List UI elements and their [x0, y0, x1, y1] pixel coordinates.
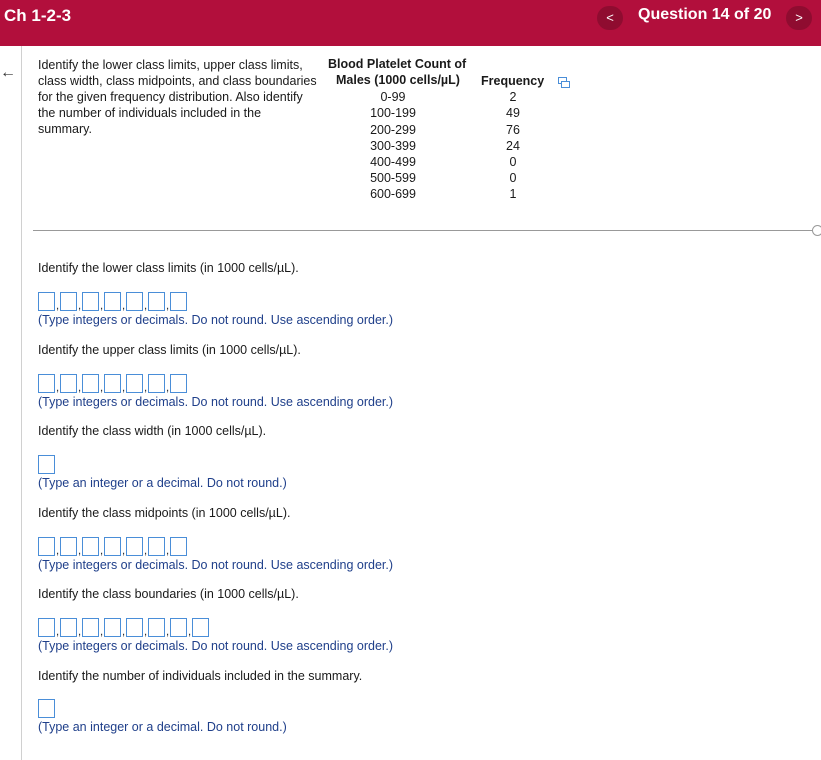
table-class-cell: 600-699	[370, 187, 416, 201]
comma-separator: ,	[143, 624, 148, 638]
answer-box[interactable]	[82, 618, 99, 637]
table-frequency-cell: 49	[506, 106, 520, 120]
answer-box[interactable]	[38, 537, 55, 556]
comma-separator: ,	[55, 543, 60, 557]
table-class-cell: 500-599	[370, 171, 416, 185]
comma-separator: ,	[165, 298, 170, 312]
answer-box[interactable]	[82, 374, 99, 393]
table-class-cell: 200-299	[370, 123, 416, 137]
answer-box[interactable]	[82, 292, 99, 311]
comma-separator: ,	[143, 380, 148, 394]
next-question-button[interactable]: >	[786, 6, 812, 30]
class-width-question: Identify the class width (in 1000 cells/µL).	[38, 424, 267, 438]
table-frequency-cell: 76	[506, 123, 520, 137]
class-width-inputs	[38, 454, 55, 474]
comma-separator: ,	[77, 624, 82, 638]
answer-box[interactable]	[126, 618, 143, 637]
answer-box[interactable]	[170, 618, 187, 637]
comma-separator: ,	[143, 298, 148, 312]
section-divider	[33, 230, 815, 231]
comma-separator: ,	[99, 624, 104, 638]
question-prompt: Identify the lower class limits, upper class limits, class width, class midpoints, and class boundaries for the given frequency distribution. Also identify the number of individuals included in the summary.	[38, 58, 317, 136]
lower-limits-question: Identify the lower class limits (in 1000 cells/µL).	[38, 261, 299, 275]
divider-handle-icon[interactable]	[812, 225, 821, 236]
copy-table-icon[interactable]	[558, 77, 570, 88]
table-header-class-line2: Males (1000 cells/µL)	[336, 73, 460, 87]
table-frequency-cell: 2	[509, 90, 517, 104]
table-frequency-cell: 1	[509, 187, 517, 201]
answer-box[interactable]	[170, 292, 187, 311]
answer-box[interactable]	[104, 618, 121, 637]
top-bar	[0, 0, 821, 46]
comma-separator: ,	[77, 543, 82, 557]
midpoints-inputs	[38, 536, 187, 556]
table-class-cell: 400-499	[370, 155, 416, 169]
individuals-hint: (Type an integer or a decimal. Do not round.)	[38, 720, 287, 734]
comma-separator: ,	[121, 543, 126, 557]
answer-box[interactable]	[104, 374, 121, 393]
answer-box[interactable]	[148, 292, 165, 311]
previous-question-button[interactable]: <	[597, 6, 623, 30]
comma-separator: ,	[165, 380, 170, 394]
comma-separator: ,	[121, 624, 126, 638]
upper-limits-hint: (Type integers or decimals. Do not round. Use ascending order.)	[38, 395, 394, 409]
answer-box[interactable]	[60, 618, 77, 637]
comma-separator: ,	[121, 380, 126, 394]
midpoints-question: Identify the class midpoints (in 1000 cells/µL).	[38, 506, 291, 520]
table-class-cell: 0-99	[380, 90, 406, 104]
table-frequency-cell: 0	[509, 171, 517, 185]
table-header-frequency: Frequency	[481, 74, 545, 88]
midpoints-hint: (Type integers or decimals. Do not round. Use ascending order.)	[38, 558, 394, 572]
table-frequency-cell: 24	[506, 139, 520, 153]
table-header-class-line1: Blood Platelet Count of	[328, 57, 467, 71]
answer-box[interactable]	[82, 537, 99, 556]
comma-separator: ,	[165, 543, 170, 557]
comma-separator: ,	[99, 380, 104, 394]
answer-box[interactable]	[148, 618, 165, 637]
comma-separator: ,	[55, 624, 60, 638]
question-counter: Question 14 of 20	[638, 6, 772, 23]
answer-box[interactable]	[170, 537, 187, 556]
boundaries-hint: (Type integers or decimals. Do not round. Use ascending order.)	[38, 639, 394, 653]
chapter-title: Ch 1-2-3	[4, 6, 72, 25]
comma-separator: ,	[143, 543, 148, 557]
answer-box[interactable]	[38, 292, 55, 311]
class-width-hint: (Type an integer or a decimal. Do not round.)	[38, 476, 287, 490]
individuals-question: Identify the number of individuals included in the summary.	[38, 669, 363, 683]
comma-separator: ,	[55, 380, 60, 394]
lower-limits-hint: (Type integers or decimals. Do not round. Use ascending order.)	[38, 313, 394, 327]
answer-box[interactable]	[126, 537, 143, 556]
answer-box[interactable]	[60, 292, 77, 311]
collapse-arrow-icon[interactable]: ←	[0, 64, 16, 81]
answer-box[interactable]	[148, 374, 165, 393]
answer-box[interactable]	[192, 618, 209, 637]
boundaries-inputs	[38, 617, 209, 637]
comma-separator: ,	[121, 298, 126, 312]
comma-separator: ,	[77, 380, 82, 394]
answer-box[interactable]	[38, 699, 55, 718]
upper-limits-inputs	[38, 373, 187, 393]
comma-separator: ,	[165, 624, 170, 638]
answer-box[interactable]	[38, 374, 55, 393]
comma-separator: ,	[55, 298, 60, 312]
comma-separator: ,	[187, 624, 192, 638]
comma-separator: ,	[77, 298, 82, 312]
table-class-cell: 100-199	[370, 106, 416, 120]
answer-box[interactable]	[126, 292, 143, 311]
comma-separator: ,	[99, 543, 104, 557]
answer-box[interactable]	[38, 455, 55, 474]
upper-limits-question: Identify the upper class limits (in 1000 cells/µL).	[38, 343, 301, 357]
answer-box[interactable]	[60, 537, 77, 556]
answer-box[interactable]	[126, 374, 143, 393]
boundaries-question: Identify the class boundaries (in 1000 cells/µL).	[38, 587, 299, 601]
answer-box[interactable]	[104, 292, 121, 311]
individuals-inputs	[38, 698, 55, 718]
left-panel-border	[21, 46, 22, 760]
answer-box[interactable]	[104, 537, 121, 556]
table-frequency-cell: 0	[509, 155, 517, 169]
table-class-cell: 300-399	[370, 139, 416, 153]
lower-limits-inputs	[38, 291, 187, 311]
answer-box[interactable]	[60, 374, 77, 393]
answer-box[interactable]	[170, 374, 187, 393]
answer-box[interactable]	[148, 537, 165, 556]
answer-box[interactable]	[38, 618, 55, 637]
comma-separator: ,	[99, 298, 104, 312]
